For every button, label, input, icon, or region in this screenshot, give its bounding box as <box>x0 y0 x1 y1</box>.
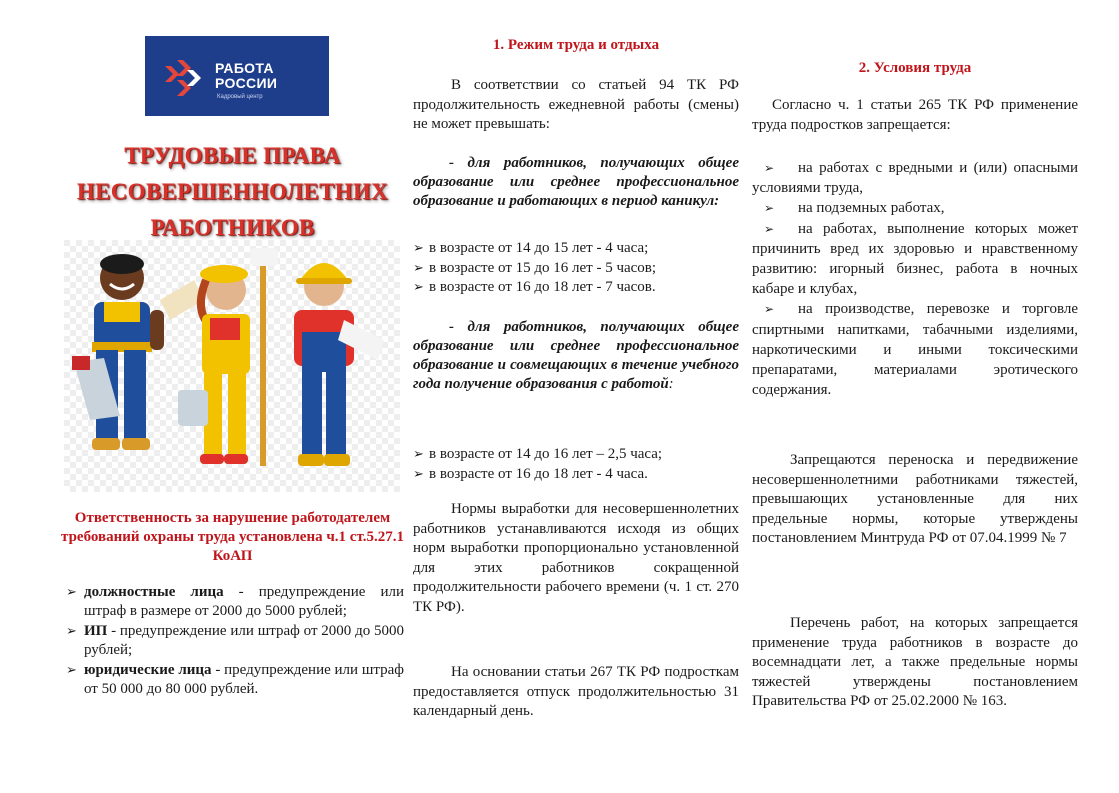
list-item-text: в возрасте от 16 до 18 лет - 7 часов. <box>429 279 656 295</box>
section1-norms: Нормы выработки для несовершеннолетних работников устанавливаются исходя из общих норм выработки пропорционально установленной для этих работников сокращенной продолжительности рабочего времени (ч. 1 ст. 270 ТК РФ). <box>413 501 739 615</box>
list-item <box>413 259 739 279</box>
logo-subtitle: Кадровый центр <box>217 94 263 100</box>
section1-title: 1. Режим труда и отдыха <box>492 37 660 53</box>
list-item-text: в возрасте от 14 до 15 лет - 4 часа; <box>429 240 649 256</box>
arrow-bullet-icon: ➢ <box>764 201 775 216</box>
section2-title: 2. Условия труда <box>858 60 972 76</box>
logo-brand <box>215 61 277 91</box>
section1-group1: - для работников, получающих общее образование или среднее профессиональное образование и работающих в период каникул: <box>413 155 739 209</box>
penalty-subject: юридические лица <box>84 662 212 678</box>
middle-column <box>413 0 739 793</box>
section1-group2 <box>413 318 739 394</box>
arrow-bullet-icon: ➢ <box>413 447 424 462</box>
list-item-text: на производстве, перевозке и торговле спиртными напитками, табачными изделиями, наркотическими и иными токсическими препаратами, материалами эротического содержания. <box>752 301 1078 399</box>
penalty-text: - предупреждение или штраф от 50 000 до 80 000 рублей. <box>84 662 405 697</box>
group2-list <box>413 445 739 484</box>
list-item <box>66 583 404 621</box>
list-item <box>66 661 404 699</box>
group2-colon: : <box>668 376 674 392</box>
penalty-subject: должностные лица <box>84 584 224 600</box>
list-item <box>752 158 1078 198</box>
main-title-line2: НЕСОВЕРШЕННОЛЕТНИХ <box>76 179 389 204</box>
list-item <box>752 198 1078 218</box>
main-title-line1: ТРУДОВЫЕ ПРАВА <box>124 143 341 168</box>
work-russia-logo <box>145 36 329 116</box>
list-item-text: в возрасте от 16 до 18 лет - 4 часа. <box>429 465 648 482</box>
penalty-text: - предупреждение или штраф в размере от 2000 до 5000 рублей; <box>84 584 404 619</box>
arrow-bullet-icon: ➢ <box>413 280 424 295</box>
right-column <box>752 0 1078 793</box>
arrow-bullet-icon: ➢ <box>66 624 77 639</box>
list-item-text: на подземных работах, <box>798 200 945 217</box>
main-title-line3: РАБОТНИКОВ <box>150 215 315 240</box>
logo-line2: РОССИИ <box>215 75 278 91</box>
arrow-bullet-icon: ➢ <box>764 221 775 236</box>
section2-intro: Согласно ч. 1 статьи 265 ТК РФ применение труда подростков запрещается: <box>752 97 1078 133</box>
arrow-bullet-icon: ➢ <box>66 663 77 678</box>
penalty-text: - предупреждение или штраф от 2000 до 5000 рублей; <box>84 623 404 658</box>
list-item-text: на работах, выполнение которых может причинить вред их здоровью и нравственному развитию: игорный бизнес, работа в ночных кабаре и клубах, <box>752 220 1078 298</box>
arrow-bullet-icon: ➢ <box>413 241 424 256</box>
list-item-text: в возрасте от 14 до 16 лет – 2,5 часа; <box>429 446 663 462</box>
arrow-bullet-icon: ➢ <box>66 585 77 600</box>
list-item <box>413 445 739 465</box>
list-item <box>66 622 404 660</box>
section1-intro: В соответствии со статьей 94 ТК РФ продолжительность ежедневной работы (смены) не может превышать: <box>413 77 739 132</box>
left-column <box>60 0 405 793</box>
list-item <box>752 219 1078 300</box>
penalty-subject: ИП <box>84 623 108 639</box>
arrow-bullet-icon: ➢ <box>413 466 424 482</box>
list-item-text: на работах с вредными и (или) опасными условиями труда, <box>752 160 1078 197</box>
group1-list <box>413 239 739 298</box>
logo-line1: РАБОТА <box>215 60 274 76</box>
section1-vacation: На основании статьи 267 ТК РФ подросткам предоставляется отпуск продолжительностью 31 календарный день. <box>413 664 739 719</box>
responsibility-title: Ответственность за нарушение работодателем требований охраны труда установлена ч.1 ст.5.27.1 КоАП <box>61 510 404 564</box>
arrow-bullet-icon: ➢ <box>764 161 775 175</box>
list-item <box>413 239 739 259</box>
section2-weights: Запрещаются переноска и передвижение несовершеннолетними работниками тяжестей, превышающих установленные для них предельные нормы, которые утверждены постановлением Минтруда РФ от 07.04.1999 № 7 <box>752 452 1078 546</box>
list-item <box>413 465 739 485</box>
group2-text: - для работников, получающих общее образование или среднее профессиональное образование и совмещающих в течение учебного года получение образования с работой <box>413 319 739 392</box>
young-workers-illustration <box>64 240 400 492</box>
penalty-list <box>66 583 404 700</box>
list-item-text: в возрасте от 15 до 16 лет - 5 часов; <box>429 259 657 276</box>
prohibited-list <box>752 158 1078 400</box>
list-item <box>752 299 1078 400</box>
list-item <box>413 278 739 298</box>
work-russia-logo-icon <box>163 58 203 98</box>
arrow-bullet-icon: ➢ <box>413 260 424 276</box>
arrow-bullet-icon: ➢ <box>764 302 775 317</box>
section2-list: Перечень работ, на которых запрещается применение труда работников в возрасте до восемнадцати лет, а также предельные нормы тяжестей утверждены постановлением Правительства РФ от 25.02.2000 № 163. <box>752 615 1078 709</box>
